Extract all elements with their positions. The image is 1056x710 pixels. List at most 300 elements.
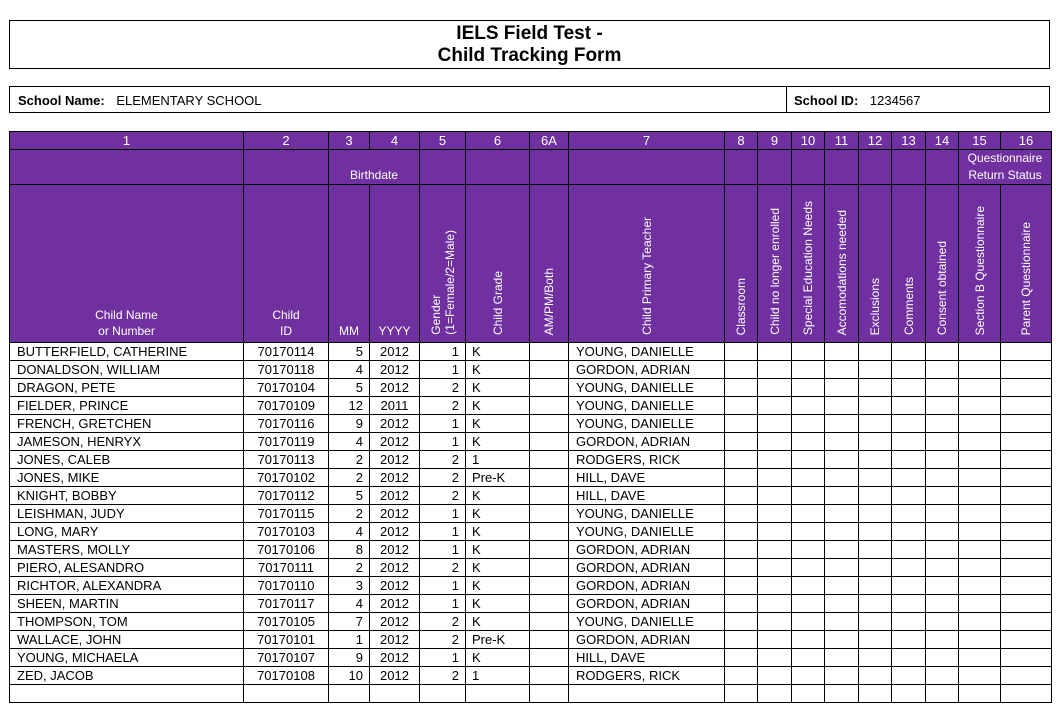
cell-id[interactable]: 70170103 xyxy=(244,523,329,541)
cell-status[interactable] xyxy=(1001,397,1052,415)
cell-status[interactable] xyxy=(725,469,758,487)
cell-yyyy[interactable]: 2012 xyxy=(370,523,420,541)
cell-status[interactable] xyxy=(792,649,825,667)
cell-mm[interactable]: 5 xyxy=(329,379,370,397)
cell-gender[interactable]: 1 xyxy=(420,361,466,379)
cell-status[interactable] xyxy=(859,379,892,397)
cell-status[interactable] xyxy=(825,541,859,559)
cell-status[interactable] xyxy=(926,379,959,397)
cell-yyyy[interactable]: 2012 xyxy=(370,361,420,379)
cell-teacher[interactable]: YOUNG, DANIELLE xyxy=(569,397,725,415)
cell-status[interactable] xyxy=(959,451,1001,469)
cell-status[interactable] xyxy=(892,343,926,361)
cell-status[interactable] xyxy=(1001,361,1052,379)
cell-status[interactable] xyxy=(926,433,959,451)
cell-name[interactable]: FIELDER, PRINCE xyxy=(10,397,244,415)
cell-status[interactable] xyxy=(892,631,926,649)
cell-id[interactable]: 70170119 xyxy=(244,433,329,451)
cell-status[interactable] xyxy=(892,649,926,667)
cell-status[interactable] xyxy=(758,397,792,415)
cell-id[interactable]: 70170108 xyxy=(244,667,329,685)
cell-name[interactable]: SHEEN, MARTIN xyxy=(10,595,244,613)
cell-status[interactable] xyxy=(725,379,758,397)
cell-name[interactable]: LEISHMAN, JUDY xyxy=(10,505,244,523)
cell-status[interactable] xyxy=(959,523,1001,541)
cell-mm[interactable] xyxy=(329,685,370,703)
cell-ampm[interactable] xyxy=(530,433,569,451)
cell-mm[interactable]: 2 xyxy=(329,451,370,469)
cell-id[interactable]: 70170115 xyxy=(244,505,329,523)
cell-ampm[interactable] xyxy=(530,631,569,649)
cell-status[interactable] xyxy=(825,523,859,541)
cell-status[interactable] xyxy=(859,433,892,451)
cell-status[interactable] xyxy=(725,595,758,613)
cell-status[interactable] xyxy=(758,379,792,397)
cell-status[interactable] xyxy=(926,397,959,415)
cell-status[interactable] xyxy=(758,469,792,487)
cell-grade[interactable]: K xyxy=(466,433,530,451)
cell-status[interactable] xyxy=(1001,559,1052,577)
cell-yyyy[interactable]: 2012 xyxy=(370,343,420,361)
cell-status[interactable] xyxy=(959,379,1001,397)
cell-name[interactable]: KNIGHT, BOBBY xyxy=(10,487,244,505)
cell-status[interactable] xyxy=(725,541,758,559)
cell-status[interactable] xyxy=(725,487,758,505)
cell-ampm[interactable] xyxy=(530,379,569,397)
cell-ampm[interactable] xyxy=(530,595,569,613)
cell-status[interactable] xyxy=(792,361,825,379)
cell-status[interactable] xyxy=(725,667,758,685)
cell-ampm[interactable] xyxy=(530,649,569,667)
cell-id[interactable]: 70170114 xyxy=(244,343,329,361)
cell-yyyy[interactable]: 2012 xyxy=(370,541,420,559)
cell-yyyy[interactable]: 2012 xyxy=(370,595,420,613)
cell-status[interactable] xyxy=(725,631,758,649)
cell-yyyy[interactable]: 2012 xyxy=(370,505,420,523)
cell-ampm[interactable] xyxy=(530,667,569,685)
cell-id[interactable]: 70170113 xyxy=(244,451,329,469)
cell-grade[interactable] xyxy=(466,685,530,703)
cell-name[interactable]: WALLACE, JOHN xyxy=(10,631,244,649)
cell-status[interactable] xyxy=(959,559,1001,577)
cell-status[interactable] xyxy=(725,649,758,667)
cell-grade[interactable]: K xyxy=(466,361,530,379)
cell-status[interactable] xyxy=(825,397,859,415)
cell-name[interactable]: BUTTERFIELD, CATHERINE xyxy=(10,343,244,361)
cell-status[interactable] xyxy=(792,523,825,541)
cell-status[interactable] xyxy=(758,361,792,379)
cell-status[interactable] xyxy=(792,577,825,595)
cell-id[interactable]: 70170111 xyxy=(244,559,329,577)
cell-status[interactable] xyxy=(825,649,859,667)
cell-id[interactable]: 70170106 xyxy=(244,541,329,559)
cell-mm[interactable]: 2 xyxy=(329,559,370,577)
cell-status[interactable] xyxy=(892,559,926,577)
cell-grade[interactable]: K xyxy=(466,559,530,577)
cell-gender[interactable]: 2 xyxy=(420,379,466,397)
cell-status[interactable] xyxy=(758,613,792,631)
cell-status[interactable] xyxy=(926,451,959,469)
cell-status[interactable] xyxy=(1001,595,1052,613)
cell-status[interactable] xyxy=(959,667,1001,685)
cell-ampm[interactable] xyxy=(530,469,569,487)
cell-status[interactable] xyxy=(792,379,825,397)
cell-ampm[interactable] xyxy=(530,613,569,631)
cell-mm[interactable]: 9 xyxy=(329,415,370,433)
cell-status[interactable] xyxy=(725,343,758,361)
cell-status[interactable] xyxy=(825,487,859,505)
cell-id[interactable]: 70170117 xyxy=(244,595,329,613)
cell-status[interactable] xyxy=(758,523,792,541)
cell-status[interactable] xyxy=(725,577,758,595)
cell-status[interactable] xyxy=(758,451,792,469)
cell-status[interactable] xyxy=(1001,451,1052,469)
cell-status[interactable] xyxy=(959,343,1001,361)
cell-teacher[interactable]: HILL, DAVE xyxy=(569,469,725,487)
cell-status[interactable] xyxy=(758,667,792,685)
cell-status[interactable] xyxy=(1001,649,1052,667)
cell-status[interactable] xyxy=(758,343,792,361)
cell-ampm[interactable] xyxy=(530,451,569,469)
cell-gender[interactable]: 1 xyxy=(420,649,466,667)
cell-mm[interactable]: 9 xyxy=(329,649,370,667)
cell-status[interactable] xyxy=(892,505,926,523)
cell-yyyy[interactable]: 2012 xyxy=(370,649,420,667)
cell-gender[interactable]: 1 xyxy=(420,343,466,361)
cell-status[interactable] xyxy=(959,487,1001,505)
cell-teacher[interactable]: YOUNG, DANIELLE xyxy=(569,523,725,541)
cell-grade[interactable]: Pre-K xyxy=(466,469,530,487)
cell-grade[interactable]: K xyxy=(466,397,530,415)
cell-status[interactable] xyxy=(926,685,959,703)
cell-status[interactable] xyxy=(859,631,892,649)
cell-mm[interactable]: 7 xyxy=(329,613,370,631)
cell-gender[interactable]: 2 xyxy=(420,487,466,505)
cell-yyyy[interactable]: 2012 xyxy=(370,559,420,577)
cell-status[interactable] xyxy=(892,667,926,685)
cell-status[interactable] xyxy=(926,667,959,685)
cell-status[interactable] xyxy=(792,685,825,703)
cell-status[interactable] xyxy=(959,415,1001,433)
cell-status[interactable] xyxy=(859,577,892,595)
cell-status[interactable] xyxy=(859,649,892,667)
cell-grade[interactable]: K xyxy=(466,613,530,631)
cell-status[interactable] xyxy=(959,577,1001,595)
cell-id[interactable]: 70170101 xyxy=(244,631,329,649)
cell-status[interactable] xyxy=(1001,613,1052,631)
cell-ampm[interactable] xyxy=(530,397,569,415)
cell-status[interactable] xyxy=(859,361,892,379)
cell-name[interactable]: YOUNG, MICHAELA xyxy=(10,649,244,667)
cell-ampm[interactable] xyxy=(530,505,569,523)
cell-status[interactable] xyxy=(1001,433,1052,451)
cell-status[interactable] xyxy=(1001,487,1052,505)
cell-status[interactable] xyxy=(792,487,825,505)
cell-teacher[interactable]: YOUNG, DANIELLE xyxy=(569,379,725,397)
cell-yyyy[interactable]: 2012 xyxy=(370,487,420,505)
cell-name[interactable]: MASTERS, MOLLY xyxy=(10,541,244,559)
cell-yyyy[interactable]: 2012 xyxy=(370,631,420,649)
cell-status[interactable] xyxy=(758,487,792,505)
cell-status[interactable] xyxy=(792,451,825,469)
cell-status[interactable] xyxy=(1001,379,1052,397)
cell-mm[interactable]: 4 xyxy=(329,595,370,613)
cell-status[interactable] xyxy=(859,667,892,685)
cell-id[interactable]: 70170110 xyxy=(244,577,329,595)
cell-status[interactable] xyxy=(959,631,1001,649)
cell-status[interactable] xyxy=(892,415,926,433)
cell-ampm[interactable] xyxy=(530,523,569,541)
cell-status[interactable] xyxy=(725,361,758,379)
cell-status[interactable] xyxy=(892,397,926,415)
cell-status[interactable] xyxy=(959,685,1001,703)
cell-id[interactable]: 70170116 xyxy=(244,415,329,433)
cell-status[interactable] xyxy=(892,451,926,469)
cell-grade[interactable]: Pre-K xyxy=(466,631,530,649)
cell-status[interactable] xyxy=(792,631,825,649)
cell-status[interactable] xyxy=(825,451,859,469)
cell-status[interactable] xyxy=(758,631,792,649)
cell-gender[interactable]: 2 xyxy=(420,631,466,649)
cell-name[interactable]: THOMPSON, TOM xyxy=(10,613,244,631)
cell-id[interactable] xyxy=(244,685,329,703)
cell-status[interactable] xyxy=(825,613,859,631)
cell-status[interactable] xyxy=(758,559,792,577)
cell-gender[interactable]: 1 xyxy=(420,577,466,595)
cell-status[interactable] xyxy=(825,631,859,649)
cell-mm[interactable]: 8 xyxy=(329,541,370,559)
cell-status[interactable] xyxy=(792,505,825,523)
cell-id[interactable]: 70170102 xyxy=(244,469,329,487)
cell-status[interactable] xyxy=(725,451,758,469)
cell-name[interactable]: RICHTOR, ALEXANDRA xyxy=(10,577,244,595)
cell-yyyy[interactable]: 2012 xyxy=(370,469,420,487)
cell-teacher[interactable]: GORDON, ADRIAN xyxy=(569,433,725,451)
cell-status[interactable] xyxy=(959,541,1001,559)
cell-yyyy[interactable]: 2012 xyxy=(370,415,420,433)
cell-status[interactable] xyxy=(926,505,959,523)
cell-status[interactable] xyxy=(1001,685,1052,703)
cell-teacher[interactable]: GORDON, ADRIAN xyxy=(569,559,725,577)
cell-status[interactable] xyxy=(725,685,758,703)
cell-gender[interactable]: 1 xyxy=(420,541,466,559)
cell-ampm[interactable] xyxy=(530,415,569,433)
cell-status[interactable] xyxy=(959,433,1001,451)
cell-status[interactable] xyxy=(859,451,892,469)
cell-status[interactable] xyxy=(1001,505,1052,523)
cell-status[interactable] xyxy=(825,505,859,523)
cell-status[interactable] xyxy=(758,685,792,703)
cell-status[interactable] xyxy=(758,505,792,523)
cell-gender[interactable]: 1 xyxy=(420,595,466,613)
cell-name[interactable]: JONES, CALEB xyxy=(10,451,244,469)
cell-teacher[interactable]: RODGERS, RICK xyxy=(569,451,725,469)
cell-status[interactable] xyxy=(1001,343,1052,361)
cell-status[interactable] xyxy=(792,415,825,433)
cell-status[interactable] xyxy=(1001,631,1052,649)
cell-yyyy[interactable]: 2012 xyxy=(370,379,420,397)
cell-grade[interactable]: K xyxy=(466,415,530,433)
cell-id[interactable]: 70170118 xyxy=(244,361,329,379)
cell-status[interactable] xyxy=(892,361,926,379)
cell-status[interactable] xyxy=(859,685,892,703)
cell-gender[interactable] xyxy=(420,685,466,703)
cell-status[interactable] xyxy=(892,613,926,631)
cell-status[interactable] xyxy=(959,505,1001,523)
cell-status[interactable] xyxy=(825,685,859,703)
cell-status[interactable] xyxy=(758,541,792,559)
cell-status[interactable] xyxy=(792,595,825,613)
cell-name[interactable] xyxy=(10,685,244,703)
cell-status[interactable] xyxy=(725,505,758,523)
cell-status[interactable] xyxy=(926,631,959,649)
cell-mm[interactable]: 4 xyxy=(329,361,370,379)
cell-name[interactable]: DRAGON, PETE xyxy=(10,379,244,397)
cell-mm[interactable]: 12 xyxy=(329,397,370,415)
cell-name[interactable]: JAMESON, HENRYX xyxy=(10,433,244,451)
cell-ampm[interactable] xyxy=(530,559,569,577)
cell-mm[interactable]: 5 xyxy=(329,343,370,361)
cell-grade[interactable]: K xyxy=(466,649,530,667)
cell-teacher[interactable] xyxy=(569,685,725,703)
cell-status[interactable] xyxy=(825,559,859,577)
cell-grade[interactable]: 1 xyxy=(466,451,530,469)
cell-grade[interactable]: K xyxy=(466,379,530,397)
cell-status[interactable] xyxy=(859,343,892,361)
cell-status[interactable] xyxy=(792,559,825,577)
cell-status[interactable] xyxy=(1001,523,1052,541)
cell-status[interactable] xyxy=(892,577,926,595)
cell-status[interactable] xyxy=(758,649,792,667)
cell-status[interactable] xyxy=(725,415,758,433)
cell-status[interactable] xyxy=(926,343,959,361)
cell-name[interactable]: DONALDSON, WILLIAM xyxy=(10,361,244,379)
cell-teacher[interactable]: RODGERS, RICK xyxy=(569,667,725,685)
cell-status[interactable] xyxy=(725,433,758,451)
cell-status[interactable] xyxy=(825,343,859,361)
cell-status[interactable] xyxy=(926,361,959,379)
cell-status[interactable] xyxy=(758,415,792,433)
cell-status[interactable] xyxy=(792,541,825,559)
cell-yyyy[interactable] xyxy=(370,685,420,703)
cell-status[interactable] xyxy=(1001,667,1052,685)
cell-status[interactable] xyxy=(926,415,959,433)
cell-status[interactable] xyxy=(825,667,859,685)
cell-status[interactable] xyxy=(825,469,859,487)
cell-yyyy[interactable]: 2012 xyxy=(370,433,420,451)
cell-gender[interactable]: 1 xyxy=(420,415,466,433)
cell-grade[interactable]: K xyxy=(466,487,530,505)
cell-ampm[interactable] xyxy=(530,361,569,379)
cell-status[interactable] xyxy=(892,541,926,559)
cell-status[interactable] xyxy=(892,433,926,451)
cell-grade[interactable]: K xyxy=(466,505,530,523)
cell-status[interactable] xyxy=(825,379,859,397)
cell-name[interactable]: LONG, MARY xyxy=(10,523,244,541)
cell-status[interactable] xyxy=(825,361,859,379)
cell-status[interactable] xyxy=(926,613,959,631)
cell-yyyy[interactable]: 2012 xyxy=(370,451,420,469)
cell-status[interactable] xyxy=(892,685,926,703)
cell-status[interactable] xyxy=(792,343,825,361)
cell-status[interactable] xyxy=(758,577,792,595)
cell-id[interactable]: 70170105 xyxy=(244,613,329,631)
cell-name[interactable]: JONES, MIKE xyxy=(10,469,244,487)
cell-teacher[interactable]: YOUNG, DANIELLE xyxy=(569,505,725,523)
cell-status[interactable] xyxy=(926,649,959,667)
cell-grade[interactable]: 1 xyxy=(466,667,530,685)
cell-status[interactable] xyxy=(725,523,758,541)
cell-status[interactable] xyxy=(825,415,859,433)
cell-teacher[interactable]: YOUNG, DANIELLE xyxy=(569,415,725,433)
cell-status[interactable] xyxy=(859,523,892,541)
cell-status[interactable] xyxy=(859,487,892,505)
cell-mm[interactable]: 4 xyxy=(329,523,370,541)
cell-status[interactable] xyxy=(725,397,758,415)
cell-status[interactable] xyxy=(1001,469,1052,487)
cell-status[interactable] xyxy=(825,433,859,451)
cell-status[interactable] xyxy=(926,469,959,487)
cell-status[interactable] xyxy=(959,613,1001,631)
cell-teacher[interactable]: GORDON, ADRIAN xyxy=(569,595,725,613)
cell-status[interactable] xyxy=(959,397,1001,415)
cell-status[interactable] xyxy=(926,577,959,595)
cell-status[interactable] xyxy=(859,613,892,631)
cell-yyyy[interactable]: 2012 xyxy=(370,613,420,631)
cell-name[interactable]: FRENCH, GRETCHEN xyxy=(10,415,244,433)
cell-ampm[interactable] xyxy=(530,487,569,505)
cell-gender[interactable]: 1 xyxy=(420,433,466,451)
cell-mm[interactable]: 2 xyxy=(329,469,370,487)
cell-status[interactable] xyxy=(859,469,892,487)
cell-mm[interactable]: 4 xyxy=(329,433,370,451)
cell-status[interactable] xyxy=(825,595,859,613)
cell-mm[interactable]: 10 xyxy=(329,667,370,685)
cell-status[interactable] xyxy=(926,487,959,505)
cell-status[interactable] xyxy=(859,595,892,613)
cell-ampm[interactable] xyxy=(530,685,569,703)
cell-status[interactable] xyxy=(758,433,792,451)
cell-status[interactable] xyxy=(1001,541,1052,559)
cell-status[interactable] xyxy=(792,613,825,631)
cell-grade[interactable]: K xyxy=(466,523,530,541)
cell-status[interactable] xyxy=(758,595,792,613)
cell-id[interactable]: 70170112 xyxy=(244,487,329,505)
cell-status[interactable] xyxy=(859,505,892,523)
cell-ampm[interactable] xyxy=(530,343,569,361)
cell-status[interactable] xyxy=(859,541,892,559)
cell-name[interactable]: ZED, JACOB xyxy=(10,667,244,685)
cell-grade[interactable]: K xyxy=(466,343,530,361)
cell-teacher[interactable]: GORDON, ADRIAN xyxy=(569,577,725,595)
cell-id[interactable]: 70170104 xyxy=(244,379,329,397)
cell-id[interactable]: 70170107 xyxy=(244,649,329,667)
cell-status[interactable] xyxy=(892,379,926,397)
cell-status[interactable] xyxy=(792,397,825,415)
cell-teacher[interactable]: YOUNG, DANIELLE xyxy=(569,613,725,631)
cell-teacher[interactable]: GORDON, ADRIAN xyxy=(569,631,725,649)
cell-status[interactable] xyxy=(892,469,926,487)
cell-mm[interactable]: 1 xyxy=(329,631,370,649)
cell-grade[interactable]: K xyxy=(466,541,530,559)
cell-gender[interactable]: 1 xyxy=(420,523,466,541)
cell-status[interactable] xyxy=(792,433,825,451)
cell-status[interactable] xyxy=(959,361,1001,379)
cell-gender[interactable]: 2 xyxy=(420,667,466,685)
cell-status[interactable] xyxy=(892,487,926,505)
cell-ampm[interactable] xyxy=(530,577,569,595)
cell-status[interactable] xyxy=(859,415,892,433)
